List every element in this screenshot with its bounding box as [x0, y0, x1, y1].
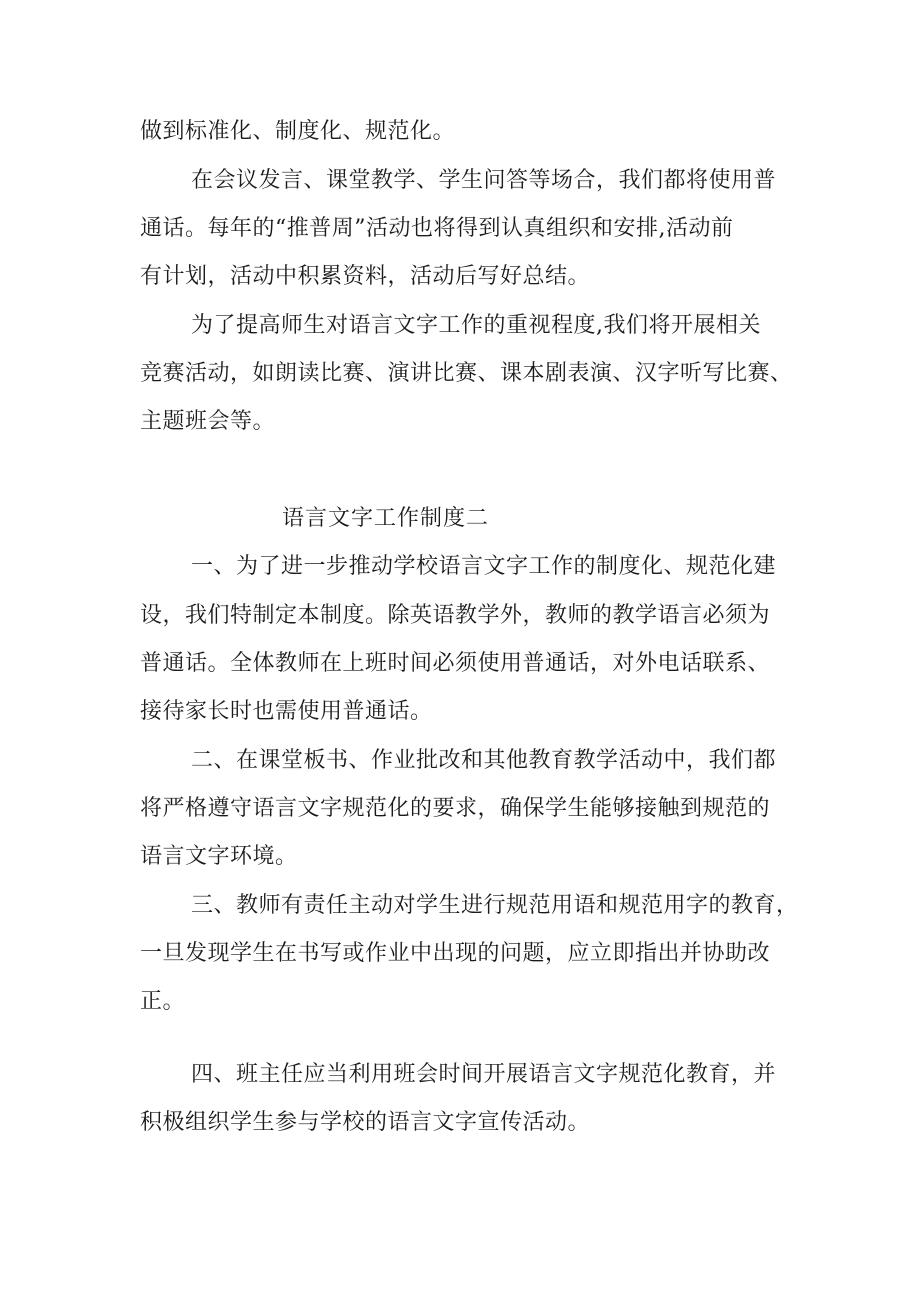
paragraph-line: 一旦发现学生在书写或作业中出现的问题，应立即指出并协助改	[140, 941, 771, 966]
paragraph-line: 有计划，活动中积累资料，活动后写好总结。	[140, 264, 591, 289]
paragraph-line: 将严格遵守语言文字规范化的要求，确保学生能够接触到规范的	[140, 796, 771, 821]
paragraph-line: 通话。每年的“推普周”活动也将得到认真组织和安排,活动前	[140, 216, 734, 241]
paragraph-line: 在会议发言、课堂教学、学生问答等场合，我们都将使用普	[191, 168, 777, 193]
paragraph-line: 二、在课堂板书、作业批改和其他教育教学活动中，我们都	[191, 748, 777, 773]
paragraph-line: 接待家长时也需使用普通话。	[140, 699, 433, 724]
paragraph-line: 主题班会等。	[140, 409, 276, 434]
paragraph-line: 三、教师有责任主动对学生进行规范用语和规范用字的教育，	[191, 893, 799, 918]
paragraph-line: 语言文字环境。	[140, 844, 298, 869]
paragraph-line: 设，我们特制定本制度。除英语教学外，教师的教学语言必须为	[140, 603, 771, 628]
paragraph-line: 一、为了进一步推动学校语言文字工作的制度化、规范化建	[191, 554, 777, 579]
paragraph-line: 竞赛活动，如朗读比赛、演讲比赛、课本剧表演、汉字听写比赛、	[140, 361, 793, 386]
paragraph-line: 普通话。全体教师在上班时间必须使用普通话，对外电话联系、	[140, 651, 771, 676]
section-title: 语言文字工作制度二	[282, 506, 490, 531]
paragraph-line: 四、班主任应当利用班会时间开展语言文字规范化教育，并	[191, 1062, 777, 1087]
paragraph-line: 做到标准化、制度化、规范化。	[140, 119, 456, 144]
paragraph-line: 积极组织学生参与学校的语言文字宣传活动。	[140, 1110, 591, 1135]
paragraph-line: 正。	[140, 989, 186, 1014]
paragraph-line: 为了提高师生对语言文字工作的重视程度,我们将开展相关	[191, 313, 761, 338]
